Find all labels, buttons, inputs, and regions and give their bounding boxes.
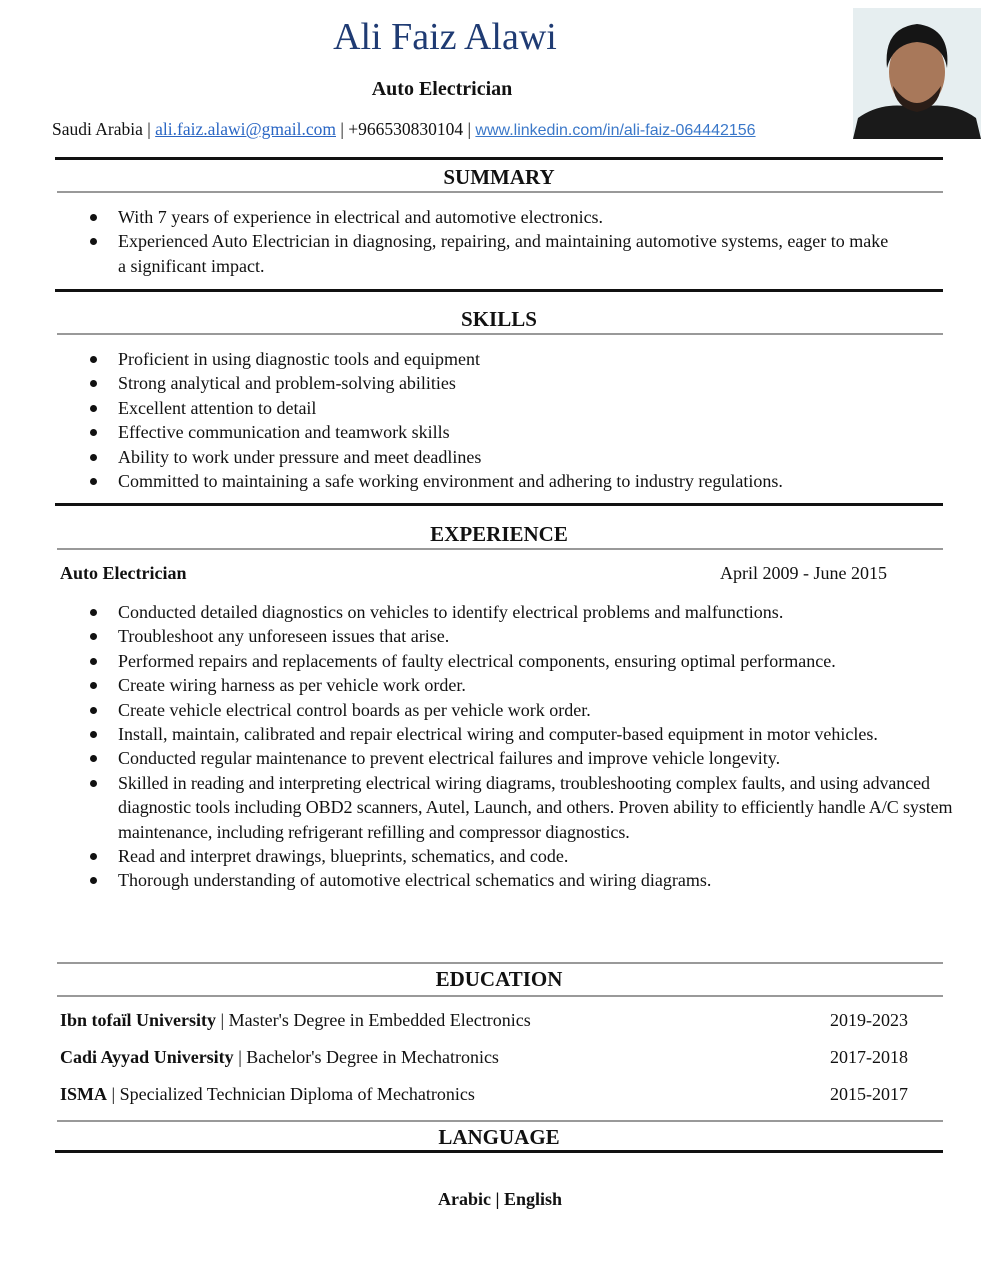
list-item: Experienced Auto Electrician in diagnosing, repairing, and maintaining automotive systems, eager to make a significant impact.: [88, 229, 898, 278]
divider: [55, 157, 943, 160]
separator: |: [463, 119, 476, 139]
education-row: [60, 1010, 908, 1031]
degree: | Bachelor's Degree in Mechatronics: [233, 1047, 499, 1067]
separator: |: [336, 119, 349, 139]
list-item: With 7 years of experience in electrical and automotive electronics.: [88, 205, 898, 229]
school-name: ISMA: [60, 1084, 108, 1104]
education-row: [60, 1084, 908, 1105]
section-heading-experience: EXPERIENCE: [430, 522, 568, 546]
divider: [55, 289, 943, 292]
divider: [57, 333, 943, 335]
section-heading-summary: SUMMARY: [443, 165, 555, 189]
list-item: Effective communication and teamwork skills: [88, 420, 968, 444]
experience-list: [88, 600, 968, 893]
list-item: Proficient in using diagnostic tools and equipment: [88, 347, 968, 371]
divider: [55, 1150, 943, 1153]
list-item: Install, maintain, calibrated and repair electrical wiring and computer-based equipment in motor vehicles.: [88, 722, 878, 746]
summary-list: [88, 205, 898, 278]
section-heading-education: EDUCATION: [435, 967, 563, 991]
divider: [57, 191, 943, 193]
job-role: Auto Electrician: [60, 563, 187, 583]
school-name: Cadi Ayyad University: [60, 1047, 234, 1067]
school-name: Ibn tofaïl University: [60, 1010, 217, 1030]
list-item: Create vehicle electrical control boards as per vehicle work order.: [88, 698, 968, 722]
list-item: Thorough understanding of automotive electrical schematics and wiring diagrams.: [88, 868, 968, 892]
job-dates: April 2009 - June 2015: [720, 563, 887, 583]
education-years: 2019-2023: [830, 1010, 908, 1030]
location: Saudi Arabia: [52, 119, 143, 139]
divider: [57, 995, 943, 997]
list-item: Ability to work under pressure and meet deadlines: [88, 445, 968, 469]
list-item: Excellent attention to detail: [88, 396, 968, 420]
list-item: Committed to maintaining a safe working environment and adhering to industry regulations.: [88, 469, 968, 493]
phone: +966530830104: [348, 119, 464, 139]
profile-photo: [853, 8, 981, 139]
job-title: Auto Electrician: [371, 78, 513, 100]
list-item: Performed repairs and replacements of faulty electrical components, ensuring optimal performance.: [88, 649, 968, 673]
section-heading-skills: SKILLS: [461, 307, 537, 331]
degree: | Master's Degree in Embedded Electronics: [216, 1010, 531, 1030]
languages: Arabic | English: [438, 1189, 562, 1209]
education-years: 2015-2017: [830, 1084, 908, 1104]
email-link[interactable]: ali.faiz.alawi@gmail.com: [155, 119, 336, 139]
list-item: Conducted detailed diagnostics on vehicles to identify electrical problems and malfunctions.: [88, 600, 968, 624]
divider: [55, 503, 943, 506]
list-item: Create wiring harness as per vehicle work order.: [88, 673, 968, 697]
divider: [57, 548, 943, 550]
separator: |: [142, 119, 156, 139]
list-item: Conducted regular maintenance to prevent electrical failures and improve vehicle longevity.: [88, 746, 968, 770]
education-years: 2017-2018: [830, 1047, 908, 1067]
candidate-name: Ali Faiz Alawi: [333, 16, 557, 58]
divider: [57, 962, 943, 964]
list-item: Skilled in reading and interpreting electrical wiring diagrams, troubleshooting complex faults, and using advanced diagnostic tools including OBD2 scanners, Autel, Launch, and others. Proven ability to efficiently handle A/C system maintenance, including refrigerant refilling and compressor diagnostics.: [88, 771, 973, 844]
section-heading-language: LANGUAGE: [438, 1125, 560, 1149]
divider: [57, 1120, 943, 1122]
list-item: Read and interpret drawings, blueprints, schematics, and code.: [88, 844, 968, 868]
contact-line: [52, 119, 756, 140]
education-row: [60, 1047, 908, 1068]
list-item: Strong analytical and problem-solving abilities: [88, 371, 968, 395]
degree: | Specialized Technician Diploma of Mechatronics: [107, 1084, 475, 1104]
linkedin-link[interactable]: www.linkedin.com/in/ali-faiz-064442156: [475, 122, 756, 139]
job-header: [60, 563, 887, 584]
skills-list: [88, 347, 968, 493]
list-item: Troubleshoot any unforeseen issues that arise.: [88, 624, 968, 648]
